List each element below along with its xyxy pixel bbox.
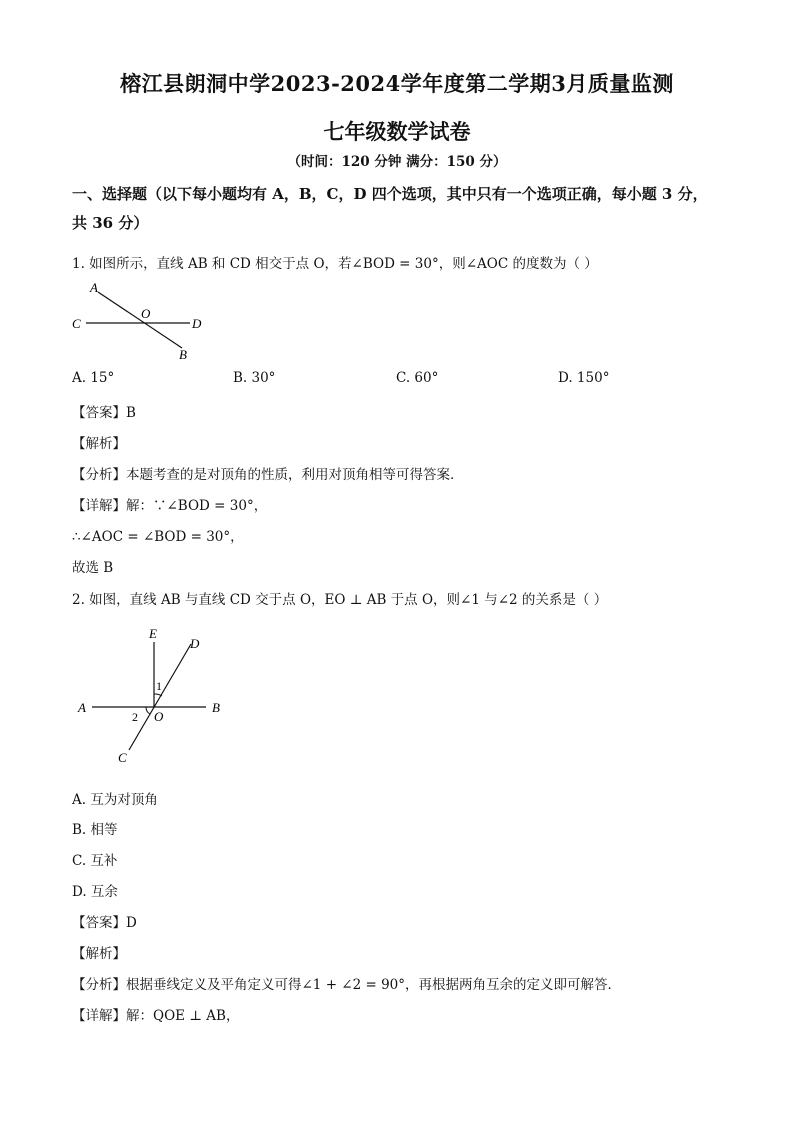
q1-conclusion: 故选 B <box>72 560 114 576</box>
q1-detail-1: 【详解】解：∵∠BOD = 30°， <box>72 498 268 514</box>
q1-option-a[interactable]: A. 15° <box>72 370 115 386</box>
q1-label-b: B <box>179 347 187 362</box>
q1-line-ab <box>98 292 182 348</box>
q1-label-o: O <box>141 306 151 321</box>
q2-option-c[interactable]: C. 互补 <box>72 853 118 869</box>
exam-meta: （时间：120 分钟 满分：150 分） <box>287 154 507 170</box>
q2-option-b[interactable]: B. 相等 <box>72 822 118 838</box>
q2-analysis-tag: 【解析】 <box>72 946 126 962</box>
q1-label-d: D <box>192 316 202 331</box>
q2-label-b: B <box>212 700 220 715</box>
q1-stem: 1. 如图所示，直线 AB 和 CD 相交于点 O，若∠BOD = 30°，则∠AOC 的度数为（ ） <box>72 256 598 272</box>
q2-stem: 2. 如图，直线 AB 与直线 CD 交于点 O，EO ⊥ AB 于点 O，则∠1 与∠2 的关系是（ ） <box>72 592 608 608</box>
q2-label-2: 2 <box>132 710 138 724</box>
q1-answer: 【答案】B <box>72 405 136 421</box>
q2-detail-1: 【详解】解：QOE ⊥ AB， <box>72 1008 240 1024</box>
q2-label-e: E <box>149 626 157 641</box>
q2-option-a[interactable]: A. 互为对顶角 <box>72 792 158 808</box>
q1-label-a: A <box>90 280 98 295</box>
section-heading-line1: 一、选择题（以下每小题均有 A，B，C，D 四个选项，其中只有一个选项正确，每小题 3 分， <box>72 185 708 203</box>
paper-subtitle: 七年级数学试卷 <box>323 119 471 144</box>
q2-option-d[interactable]: D. 互余 <box>72 884 118 900</box>
q2-label-d: D <box>190 636 200 651</box>
q2-label-o: O <box>154 709 164 724</box>
q2-line-cd <box>129 644 191 750</box>
q2-angle-1-arc <box>154 694 162 696</box>
q1-label-c: C <box>72 316 81 331</box>
q2-analysis: 【分析】根据垂线定义及平角定义可得∠1 + ∠2 = 90°，再根据两角互余的定义即可解答． <box>72 977 622 993</box>
q1-option-c[interactable]: C. 60° <box>396 370 439 386</box>
q1-analysis: 【分析】本题考查的是对顶角的性质，利用对顶角相等可得答案． <box>72 467 464 483</box>
section-heading-line2: 共 36 分） <box>72 214 149 232</box>
q2-label-1: 1 <box>156 679 162 693</box>
q2-answer: 【答案】D <box>72 915 137 931</box>
q2-label-a: A <box>78 700 86 715</box>
q1-analysis-tag: 【解析】 <box>72 436 126 452</box>
q2-label-c: C <box>118 750 127 765</box>
q1-option-b[interactable]: B. 30° <box>233 370 276 386</box>
q2-figure <box>74 624 234 769</box>
q2-angle-2-arc <box>146 707 150 714</box>
q1-option-d[interactable]: D. 150° <box>558 370 610 386</box>
q1-figure <box>68 278 218 368</box>
q1-detail-2: ∴∠AOC = ∠BOD = 30°， <box>72 529 244 545</box>
paper-title: 榕江县朗洞中学2023-2024学年度第二学期3月质量监测 <box>120 71 674 96</box>
